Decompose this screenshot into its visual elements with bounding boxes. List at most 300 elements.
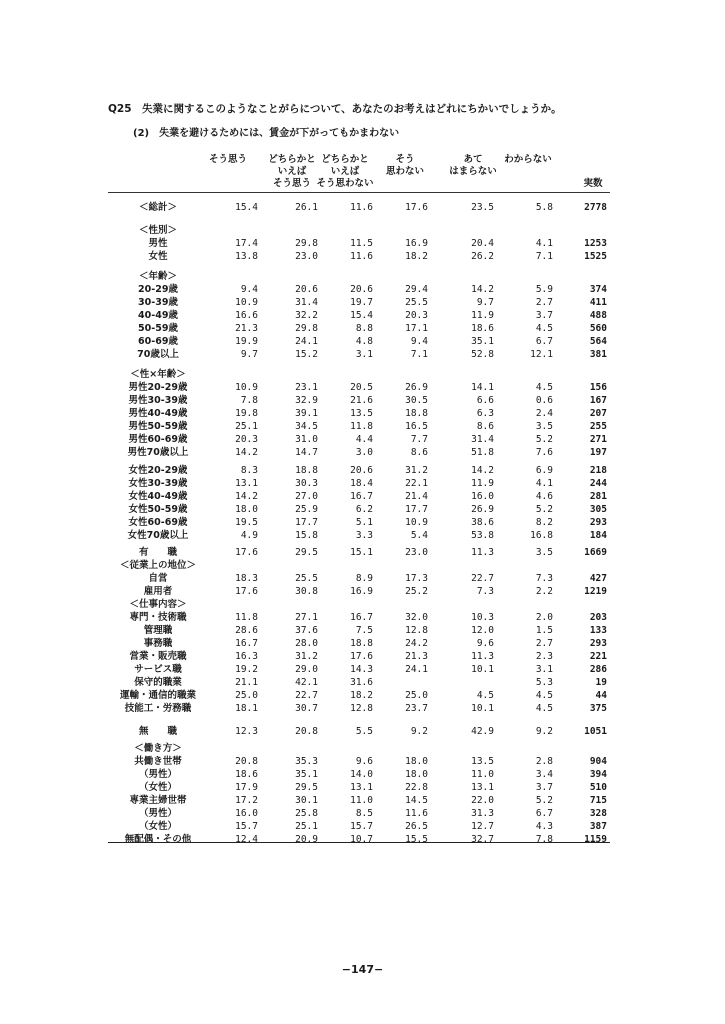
percent-cell: 22.0 <box>471 795 494 806</box>
percent-cell: 4.1 <box>535 238 553 249</box>
percent-cell: 3.0 <box>355 447 373 458</box>
percent-cell: 22.1 <box>405 478 428 489</box>
percent-cell: 5.1 <box>355 517 373 528</box>
table-row <box>0 559 725 572</box>
percent-cell: 5.8 <box>535 202 553 213</box>
percent-cell: 4.4 <box>355 434 373 445</box>
percent-cell: 20.3 <box>235 434 258 445</box>
percent-cell: 11.5 <box>350 238 373 249</box>
percent-cell: 8.2 <box>535 517 553 528</box>
count-cell: 427 <box>589 573 607 584</box>
percent-cell: 4.6 <box>535 491 553 502</box>
percent-cell: 16.7 <box>350 612 373 623</box>
percent-cell: 35.3 <box>295 756 318 767</box>
table-row <box>0 637 725 650</box>
percent-cell: 30.7 <box>295 703 318 714</box>
table-row <box>0 335 725 348</box>
row-label: ＜従業上の地位＞ <box>119 560 196 571</box>
percent-cell: 16.0 <box>235 808 258 819</box>
row-label: 男性50-59歳 <box>128 421 188 432</box>
percent-cell: 13.5 <box>350 408 373 419</box>
table-row <box>0 224 725 237</box>
percent-cell: 16.0 <box>471 491 494 502</box>
row-label: 女性50-59歳 <box>128 504 188 515</box>
percent-cell: 2.3 <box>535 651 553 662</box>
percent-cell: 8.5 <box>355 808 373 819</box>
percent-cell: 37.6 <box>295 625 318 636</box>
percent-cell: 6.3 <box>476 408 494 419</box>
table-row <box>0 237 725 250</box>
row-label: 男性30-39歳 <box>128 395 188 406</box>
percent-cell: 21.3 <box>235 323 258 334</box>
percent-cell: 7.6 <box>535 447 553 458</box>
row-label: ＜年齢＞ <box>138 271 177 282</box>
table-row <box>0 381 725 394</box>
row-label: ＜働き方＞ <box>134 743 182 754</box>
percent-cell: 22.8 <box>405 782 428 793</box>
count-cell: 374 <box>589 284 607 295</box>
row-label: 20-29歳 <box>138 284 178 295</box>
percent-cell: 9.4 <box>410 336 428 347</box>
percent-cell: 4.5 <box>535 382 553 393</box>
table-row <box>0 572 725 585</box>
percent-cell: 26.2 <box>471 251 494 262</box>
count-cell: 19 <box>595 677 607 688</box>
percent-cell: 16.9 <box>405 238 428 249</box>
table-row <box>0 725 725 738</box>
percent-cell: 24.1 <box>295 336 318 347</box>
percent-cell: 7.3 <box>535 573 553 584</box>
count-cell: 203 <box>589 612 607 623</box>
row-label: 30-39歳 <box>138 297 178 308</box>
count-cell: 197 <box>589 447 607 458</box>
percent-cell: 10.1 <box>471 703 494 714</box>
percent-cell: 15.5 <box>405 834 428 845</box>
percent-cell: 3.3 <box>355 530 373 541</box>
count-cell: 1525 <box>584 251 607 262</box>
count-cell: 904 <box>589 756 607 767</box>
row-label: 男性70歳以上 <box>127 447 189 458</box>
percent-cell: 9.6 <box>355 756 373 767</box>
percent-cell: 19.8 <box>235 408 258 419</box>
column-header-line: 実数 <box>583 178 603 189</box>
row-label: 60-69歳 <box>138 336 178 347</box>
percent-cell: 18.8 <box>405 408 428 419</box>
percent-cell: 6.7 <box>535 808 553 819</box>
column-header-line: どちらかと <box>321 154 369 165</box>
percent-cell: 31.2 <box>405 465 428 476</box>
row-label: 男性20-29歳 <box>128 382 188 393</box>
percent-cell: 31.4 <box>295 297 318 308</box>
row-label: 自営 <box>148 573 168 584</box>
table-row <box>0 322 725 335</box>
percent-cell: 23.1 <box>295 382 318 393</box>
table-row <box>0 503 725 516</box>
count-cell: 1669 <box>584 547 607 558</box>
percent-cell: 17.3 <box>405 573 428 584</box>
percent-cell: 2.7 <box>535 297 553 308</box>
row-label: 有 職 <box>138 547 177 558</box>
row-label: 女性60-69歳 <box>128 517 188 528</box>
question-title: Q25 失業に関するこのようなことがらについて、あなたのお考えはどれにちかいでしょうか。 <box>108 103 562 115</box>
percent-cell: 14.2 <box>471 465 494 476</box>
column-header-line: あて <box>463 154 483 165</box>
percent-cell: 16.8 <box>530 530 553 541</box>
percent-cell: 27.0 <box>295 491 318 502</box>
count-cell: 375 <box>589 703 607 714</box>
percent-cell: 31.3 <box>471 808 494 819</box>
percent-cell: 25.0 <box>405 690 428 701</box>
percent-cell: 4.5 <box>535 323 553 334</box>
count-cell: 715 <box>589 795 607 806</box>
percent-cell: 20.3 <box>405 310 428 321</box>
count-cell: 44 <box>595 690 607 701</box>
percent-cell: 16.7 <box>235 638 258 649</box>
column-header-line: いえば <box>330 166 360 177</box>
percent-cell: 32.2 <box>295 310 318 321</box>
column-header-line: わからない <box>504 154 552 165</box>
table-row <box>0 348 725 361</box>
percent-cell: 13.5 <box>471 756 494 767</box>
row-label: （女性） <box>138 821 177 832</box>
percent-cell: 14.2 <box>235 491 258 502</box>
table-row <box>0 755 725 768</box>
percent-cell: 7.1 <box>410 349 428 360</box>
percent-cell: 6.9 <box>535 465 553 476</box>
percent-cell: 11.3 <box>471 651 494 662</box>
percent-cell: 11.0 <box>350 795 373 806</box>
percent-cell: 7.3 <box>476 586 494 597</box>
percent-cell: 2.8 <box>535 756 553 767</box>
percent-cell: 25.0 <box>235 690 258 701</box>
row-label: 専業主婦世帯 <box>129 795 187 806</box>
percent-cell: 15.7 <box>350 821 373 832</box>
percent-cell: 6.6 <box>476 395 494 406</box>
percent-cell: 7.8 <box>535 834 553 845</box>
percent-cell: 15.8 <box>295 530 318 541</box>
table-row <box>0 477 725 490</box>
percent-cell: 25.2 <box>405 586 428 597</box>
percent-cell: 11.0 <box>471 769 494 780</box>
table-bottom-border <box>108 842 610 843</box>
percent-cell: 35.1 <box>471 336 494 347</box>
percent-cell: 1.5 <box>535 625 553 636</box>
page-number: −147− <box>341 963 384 976</box>
percent-cell: 30.3 <box>295 478 318 489</box>
percent-cell: 11.9 <box>471 310 494 321</box>
table-row <box>0 464 725 477</box>
count-cell: 293 <box>589 517 607 528</box>
count-cell: 381 <box>589 349 607 360</box>
table-row <box>0 296 725 309</box>
percent-cell: 9.2 <box>410 726 428 737</box>
percent-cell: 25.1 <box>235 421 258 432</box>
percent-cell: 10.3 <box>471 612 494 623</box>
count-cell: 167 <box>589 395 607 406</box>
column-header-line: どちらかと <box>268 154 316 165</box>
percent-cell: 16.7 <box>350 491 373 502</box>
count-cell: 271 <box>589 434 607 445</box>
percent-cell: 18.0 <box>405 769 428 780</box>
count-cell: 244 <box>589 478 607 489</box>
percent-cell: 25.1 <box>295 821 318 832</box>
percent-cell: 9.7 <box>240 349 258 360</box>
row-label: 女性40-49歳 <box>128 491 188 502</box>
row-label: （男性） <box>138 769 177 780</box>
percent-cell: 17.6 <box>235 586 258 597</box>
count-cell: 2778 <box>584 202 607 213</box>
percent-cell: 19.7 <box>350 297 373 308</box>
percent-cell: 12.8 <box>350 703 373 714</box>
percent-cell: 27.1 <box>295 612 318 623</box>
percent-cell: 29.5 <box>295 782 318 793</box>
table-row <box>0 624 725 637</box>
percent-cell: 9.2 <box>535 726 553 737</box>
table-row <box>0 598 725 611</box>
count-cell: 184 <box>589 530 607 541</box>
row-label: 50-59歳 <box>138 323 178 334</box>
percent-cell: 12.0 <box>471 625 494 636</box>
percent-cell: 39.1 <box>295 408 318 419</box>
percent-cell: 18.6 <box>471 323 494 334</box>
percent-cell: 20.8 <box>295 726 318 737</box>
percent-cell: 3.7 <box>535 782 553 793</box>
percent-cell: 3.1 <box>535 664 553 675</box>
table-row <box>0 611 725 624</box>
percent-cell: 26.5 <box>405 821 428 832</box>
count-cell: 1253 <box>584 238 607 249</box>
count-cell: 1051 <box>584 726 607 737</box>
percent-cell: 23.5 <box>471 202 494 213</box>
table-row <box>0 420 725 433</box>
percent-cell: 53.8 <box>471 530 494 541</box>
percent-cell: 38.6 <box>471 517 494 528</box>
row-label: 雇用者 <box>143 586 173 597</box>
percent-cell: 11.3 <box>471 547 494 558</box>
percent-cell: 12.3 <box>235 726 258 737</box>
percent-cell: 17.1 <box>405 323 428 334</box>
table-row <box>0 650 725 663</box>
percent-cell: 4.5 <box>476 690 494 701</box>
percent-cell: 18.8 <box>295 465 318 476</box>
column-header-line <box>553 166 633 178</box>
percent-cell: 30.1 <box>295 795 318 806</box>
row-label: 営業・販売職 <box>129 651 187 662</box>
percent-cell: 18.2 <box>350 690 373 701</box>
percent-cell: 17.7 <box>405 504 428 515</box>
table-row <box>0 781 725 794</box>
row-label: 無 職 <box>138 726 177 737</box>
percent-cell: 15.4 <box>235 202 258 213</box>
row-label: 技能工・労務職 <box>124 703 192 714</box>
table-row <box>0 529 725 542</box>
percent-cell: 17.9 <box>235 782 258 793</box>
percent-cell: 28.0 <box>295 638 318 649</box>
percent-cell: 2.7 <box>535 638 553 649</box>
percent-cell: 20.9 <box>295 834 318 845</box>
count-cell: 221 <box>589 651 607 662</box>
percent-cell: 18.0 <box>235 504 258 515</box>
percent-cell: 17.2 <box>235 795 258 806</box>
percent-cell: 14.2 <box>471 284 494 295</box>
row-label: 男性40-49歳 <box>128 408 188 419</box>
percent-cell: 15.7 <box>235 821 258 832</box>
percent-cell: 23.0 <box>295 251 318 262</box>
percent-cell: 12.4 <box>235 834 258 845</box>
percent-cell: 12.7 <box>471 821 494 832</box>
count-cell: 560 <box>589 323 607 334</box>
count-cell: 286 <box>589 664 607 675</box>
percent-cell: 25.5 <box>405 297 428 308</box>
column-header-line <box>553 154 633 166</box>
percent-cell: 24.2 <box>405 638 428 649</box>
percent-cell: 18.2 <box>405 251 428 262</box>
percent-cell: 14.1 <box>471 382 494 393</box>
percent-cell: 51.8 <box>471 447 494 458</box>
percent-cell: 32.0 <box>405 612 428 623</box>
table-row <box>0 446 725 459</box>
percent-cell: 32.7 <box>471 834 494 845</box>
percent-cell: 17.6 <box>405 202 428 213</box>
percent-cell: 9.6 <box>476 638 494 649</box>
percent-cell: 3.5 <box>535 421 553 432</box>
percent-cell: 23.0 <box>405 547 428 558</box>
row-label: ＜仕事内容＞ <box>129 599 187 610</box>
percent-cell: 11.8 <box>235 612 258 623</box>
percent-cell: 42.1 <box>295 677 318 688</box>
count-cell: 133 <box>589 625 607 636</box>
table-row <box>0 270 725 283</box>
percent-cell: 20.6 <box>350 465 373 476</box>
count-cell: 255 <box>589 421 607 432</box>
percent-cell: 24.1 <box>405 664 428 675</box>
percent-cell: 26.9 <box>471 504 494 515</box>
percent-cell: 8.9 <box>355 573 373 584</box>
percent-cell: 29.8 <box>295 238 318 249</box>
table-row <box>0 742 725 755</box>
percent-cell: 5.4 <box>410 530 428 541</box>
percent-cell: 12.8 <box>405 625 428 636</box>
percent-cell: 15.4 <box>350 310 373 321</box>
percent-cell: 6.7 <box>535 336 553 347</box>
header-divider <box>108 192 610 193</box>
row-label: 女性 <box>148 251 168 262</box>
percent-cell: 5.2 <box>535 504 553 515</box>
percent-cell: 0.6 <box>535 395 553 406</box>
percent-cell: 4.8 <box>355 336 373 347</box>
percent-cell: 20.6 <box>295 284 318 295</box>
percent-cell: 4.1 <box>535 478 553 489</box>
percent-cell: 30.8 <box>295 586 318 597</box>
percent-cell: 35.1 <box>295 769 318 780</box>
table-row <box>0 585 725 598</box>
percent-cell: 20.5 <box>350 382 373 393</box>
table-row <box>0 820 725 833</box>
percent-cell: 8.8 <box>355 323 373 334</box>
percent-cell: 4.5 <box>535 703 553 714</box>
row-label: 男性 <box>148 238 168 249</box>
table-row <box>0 676 725 689</box>
table-row <box>0 768 725 781</box>
percent-cell: 11.6 <box>350 251 373 262</box>
table-row <box>0 309 725 322</box>
column-header-line: はまらない <box>449 166 497 177</box>
table-row <box>0 833 725 846</box>
percent-cell: 7.1 <box>535 251 553 262</box>
row-label: 女性70歳以上 <box>127 530 189 541</box>
row-label: （女性） <box>138 782 177 793</box>
table-row <box>0 407 725 420</box>
column-header-7 <box>553 154 633 190</box>
table-row <box>0 807 725 820</box>
percent-cell: 15.1 <box>350 547 373 558</box>
percent-cell: 21.1 <box>235 677 258 688</box>
count-cell: 510 <box>589 782 607 793</box>
percent-cell: 5.3 <box>535 677 553 688</box>
row-label: 事務職 <box>143 638 173 649</box>
count-cell: 305 <box>589 504 607 515</box>
percent-cell: 3.7 <box>535 310 553 321</box>
percent-cell: 3.5 <box>535 547 553 558</box>
column-header-line: そう思う <box>272 178 311 189</box>
percent-cell: 15.2 <box>295 349 318 360</box>
row-label: 男性60-69歳 <box>128 434 188 445</box>
column-header-line: 思わない <box>385 166 424 177</box>
percent-cell: 5.5 <box>355 726 373 737</box>
percent-cell: 17.6 <box>235 547 258 558</box>
percent-cell: 42.9 <box>471 726 494 737</box>
table-row <box>0 663 725 676</box>
table-row <box>0 433 725 446</box>
percent-cell: 11.6 <box>405 808 428 819</box>
percent-cell: 20.4 <box>471 238 494 249</box>
percent-cell: 29.5 <box>295 547 318 558</box>
column-header-line: いえば <box>277 166 307 177</box>
percent-cell: 16.9 <box>350 586 373 597</box>
percent-cell: 30.5 <box>405 395 428 406</box>
percent-cell: 8.3 <box>240 465 258 476</box>
percent-cell: 10.9 <box>235 382 258 393</box>
percent-cell: 17.6 <box>350 651 373 662</box>
percent-cell: 22.7 <box>295 690 318 701</box>
count-cell: 1159 <box>584 834 607 845</box>
percent-cell: 11.8 <box>350 421 373 432</box>
percent-cell: 11.6 <box>350 202 373 213</box>
percent-cell: 16.3 <box>235 651 258 662</box>
percent-cell: 7.8 <box>240 395 258 406</box>
percent-cell: 31.6 <box>350 677 373 688</box>
row-label: 70歳以上 <box>137 349 179 360</box>
count-cell: 328 <box>589 808 607 819</box>
table-row <box>0 702 725 715</box>
percent-cell: 9.7 <box>476 297 494 308</box>
percent-cell: 5.2 <box>535 434 553 445</box>
percent-cell: 14.2 <box>235 447 258 458</box>
percent-cell: 21.6 <box>350 395 373 406</box>
percent-cell: 31.2 <box>295 651 318 662</box>
percent-cell: 18.3 <box>235 573 258 584</box>
percent-cell: 20.8 <box>235 756 258 767</box>
percent-cell: 18.6 <box>235 769 258 780</box>
percent-cell: 29.4 <box>405 284 428 295</box>
percent-cell: 14.7 <box>295 447 318 458</box>
percent-cell: 14.5 <box>405 795 428 806</box>
count-cell: 1219 <box>584 586 607 597</box>
row-label: 管理職 <box>143 625 173 636</box>
table-row <box>0 201 725 214</box>
percent-cell: 4.5 <box>535 690 553 701</box>
count-cell: 411 <box>589 297 607 308</box>
